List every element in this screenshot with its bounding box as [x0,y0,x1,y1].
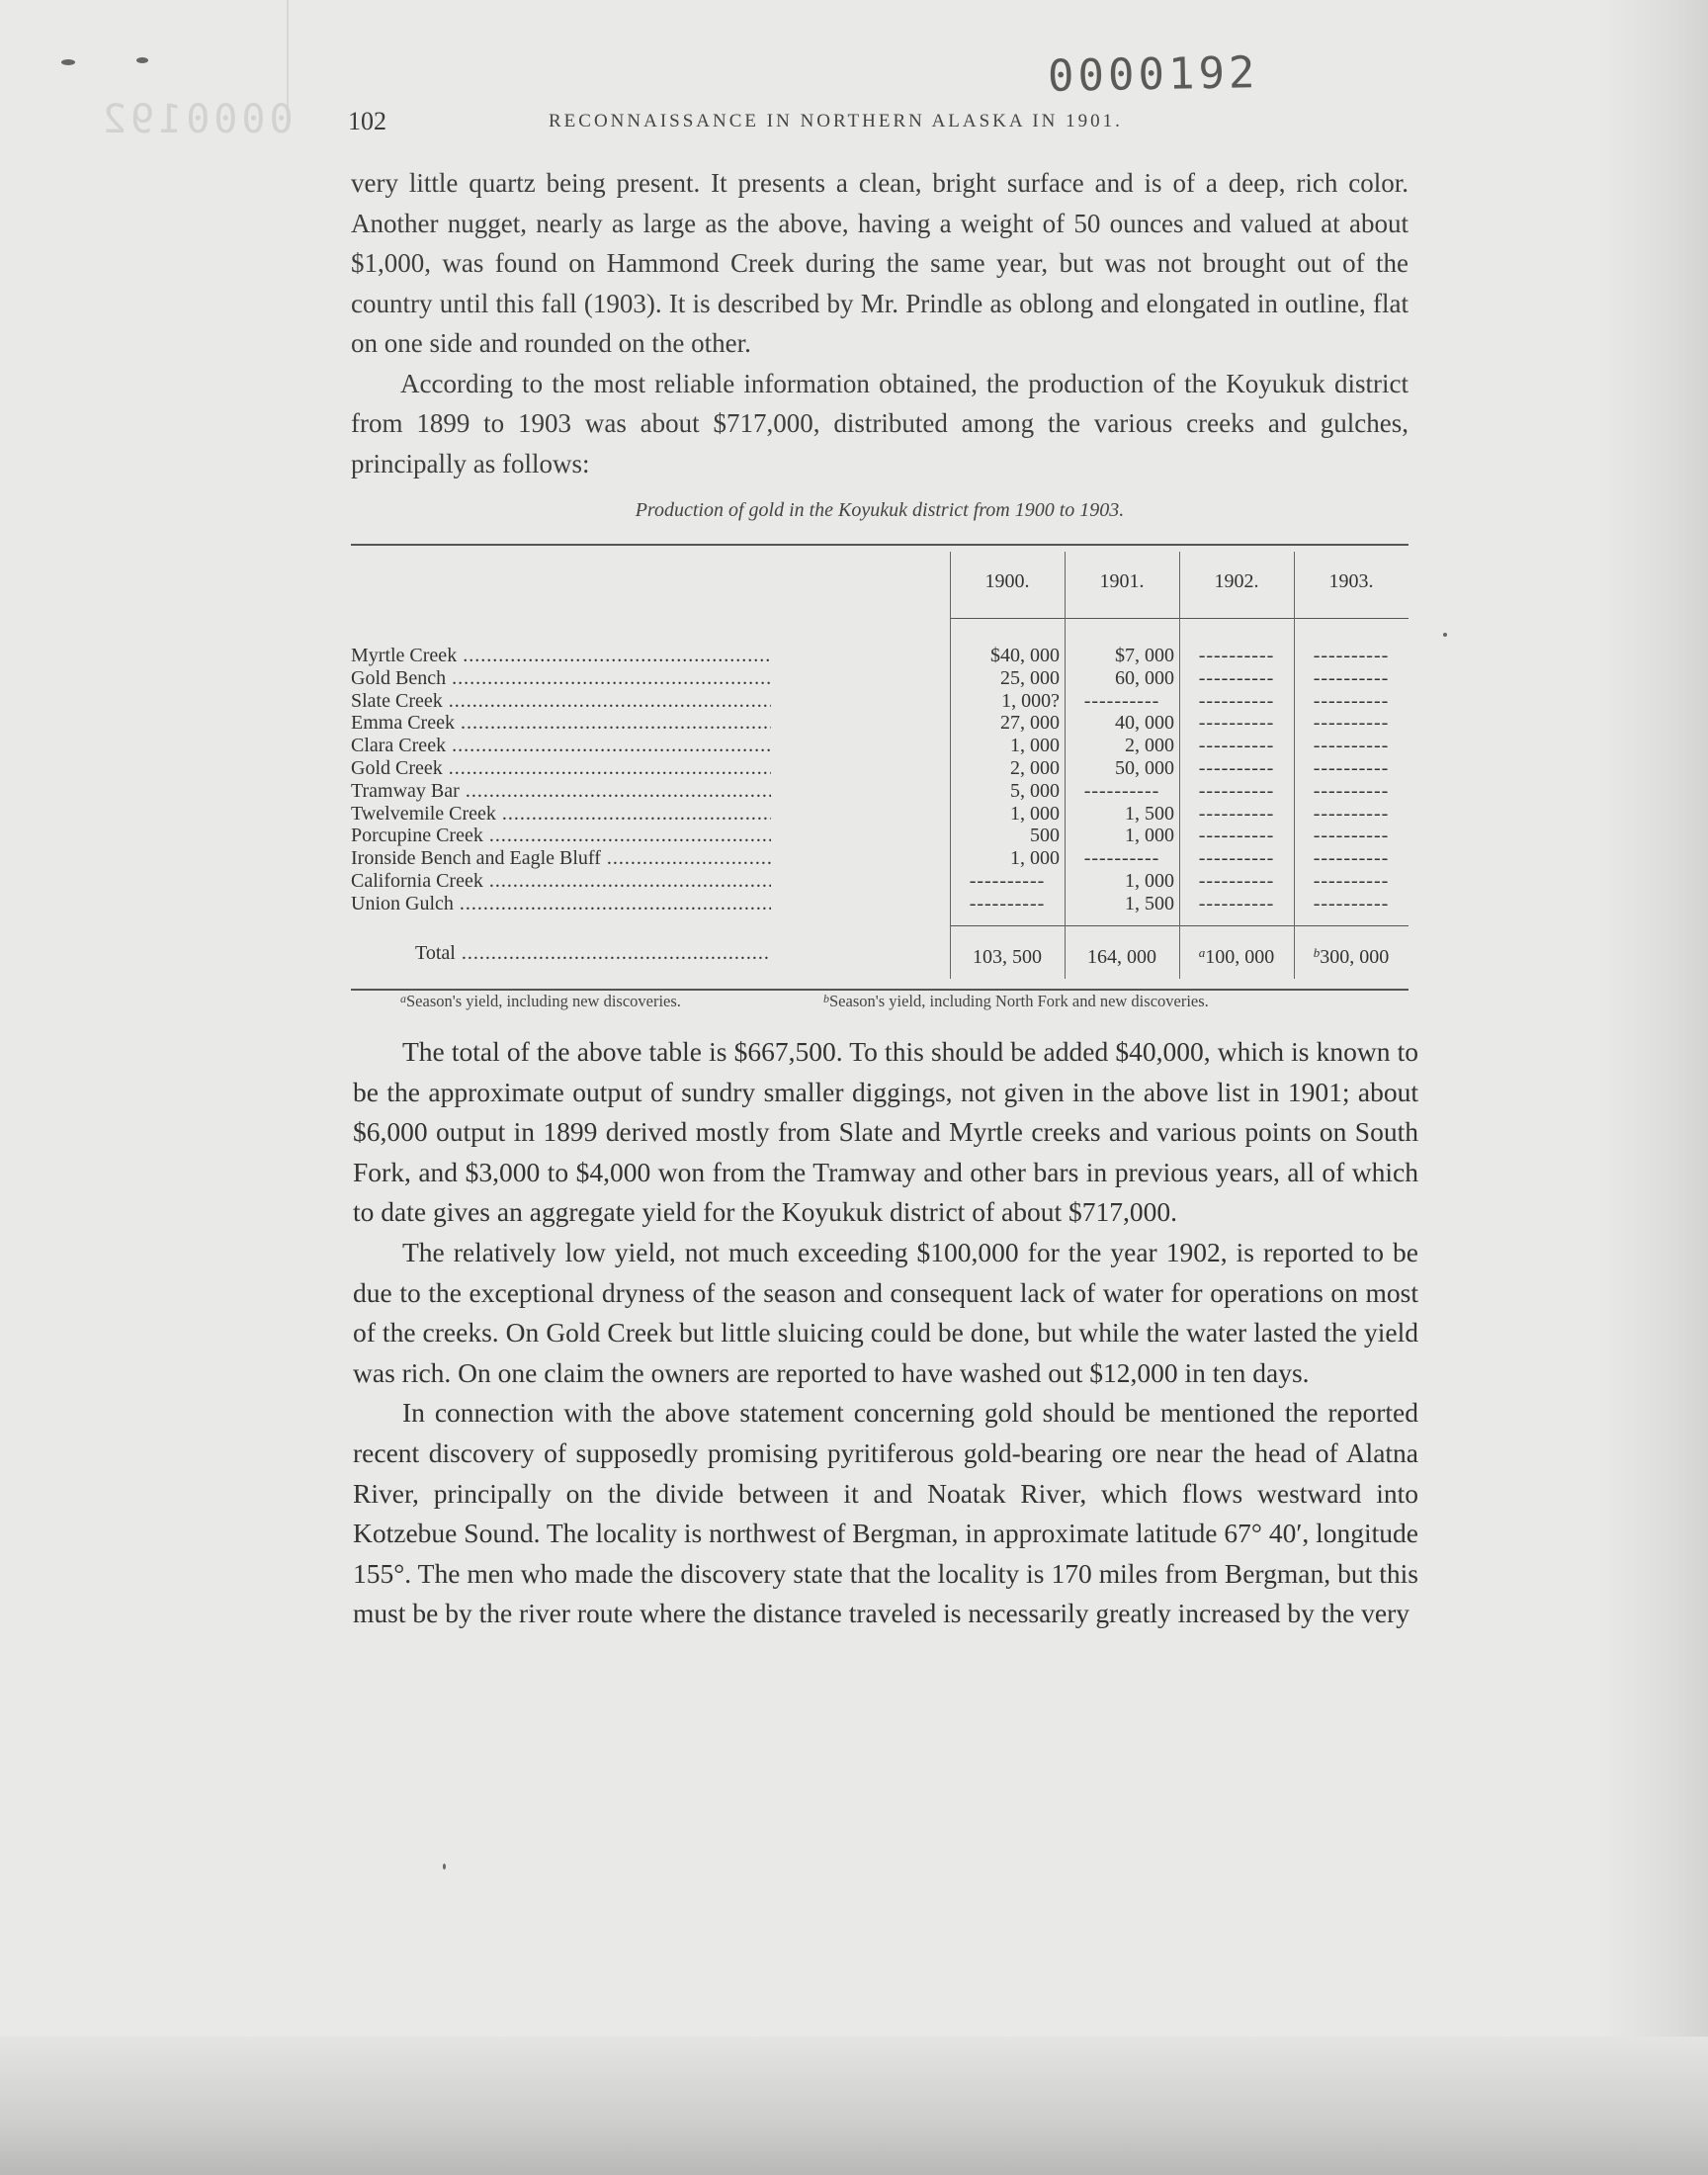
table-cell: 5, 000 [1010,779,1060,802]
table-cell: ---------- [1198,735,1275,757]
production-table [351,544,1409,991]
table-cell: ---------- [1313,802,1390,825]
row-label: Clara Creek ..... [351,735,771,757]
table-cell: ---------- [1083,689,1160,712]
table-cell: ---------- [1313,847,1390,870]
body-text-top [351,163,1409,483]
table-row [351,735,1409,757]
paragraph: According to the most reliable information obtained, the production of the Koyukuk district from 1899 to 1903 was about $717,000, distributed among the various creeks and gulches, principally as follows: [351,368,1409,478]
table-cell: 1, 000 [1010,735,1060,757]
table-row [351,780,1409,803]
table-cell: 1, 500 [1125,802,1174,825]
table-cell: ---------- [1198,645,1275,666]
table-row [351,690,1409,713]
table-cell: ---------- [1198,689,1275,712]
row-label: Twelvemile Creek ..... [351,803,771,826]
table-cell: 500 [1030,825,1060,847]
table-cell: $40, 000 [990,645,1060,666]
table-cell: ---------- [969,892,1046,914]
scan-speck [61,59,75,65]
table-row [351,667,1409,690]
paragraph: In connection with the above statement concerning gold should be mentioned the reported recent discovery of supposedly promising pyritiferous gold-bearing ore near the head of Alatna River, principally on the divide between it and Noatak River, which flows westward into Kotzebue Sound. The locality is northwest of Bergman, in approximate latitude 67° 40′, longitude 155°. The men who made the discovery state that the locality is 170 miles from Bergman, but this must be by the river route where the distance traveled is necessarily greatly increased by the very [353,1397,1418,1629]
scan-speck [1443,633,1447,637]
page-number: 102 [348,107,386,135]
running-head: RECONNAISSANCE IN NORTHERN ALASKA IN 1901. [549,111,1123,131]
table-cell: 50, 000 [1115,757,1174,779]
row-label: Slate Creek ..... [351,690,771,713]
row-label: Gold Bench ..... [351,667,771,690]
table-cell: ---------- [1313,757,1390,779]
table-cell: ---------- [1313,689,1390,712]
table-cell: 1, 000 [1125,825,1174,847]
table-cell: 2, 000 [1125,735,1174,757]
table-cell: 2, 000 [1010,757,1060,779]
column-header-1901: 1901. [1099,570,1145,592]
table-cell: ---------- [1313,825,1390,847]
column-header-1900: 1900. [984,570,1030,592]
table-cell: ---------- [1083,847,1160,870]
footnote-marker: b [823,992,829,1005]
row-label: California Creek ..... [351,870,771,893]
table-cell: 25, 000 [1000,666,1060,689]
row-label: Porcupine Creek ..... [351,825,771,847]
table-cell: ---------- [1313,892,1390,914]
scan-edge-right [1599,0,1708,2175]
column-header-1903: 1903. [1328,570,1374,592]
table-row [351,893,1409,915]
footnote-a [400,992,681,1011]
table-cell: ---------- [1198,825,1275,847]
total-row [351,939,1409,967]
table-row [351,645,1409,667]
table-row [351,847,1409,870]
total-cell [1179,939,1294,971]
scan-edge-bottom [0,2037,1708,2175]
table-cell: 40, 000 [1115,712,1174,735]
scan-speck [443,1864,446,1870]
total-value: 100, 000 [1205,946,1275,968]
table-cell: ---------- [1313,712,1390,735]
table-cell: 27, 000 [1000,712,1060,735]
row-label: Tramway Bar ..... [351,780,771,803]
table-cell: 1, 500 [1125,892,1174,914]
table-cell: ---------- [1313,645,1390,666]
table-cell: 1, 000 [1010,847,1060,870]
table-row [351,803,1409,826]
table-cell: ---------- [1198,712,1275,735]
table-cell: 1, 000 [1010,802,1060,825]
row-label: Union Gulch ..... [351,893,771,915]
stamp-ghost: 0000192 [99,97,294,142]
total-cell [1294,939,1409,971]
table-cell: ---------- [1313,666,1390,689]
table-cell: ---------- [1313,779,1390,802]
footnote-marker: a [1198,945,1206,960]
table-cell: ---------- [1198,757,1275,779]
table-cell: ---------- [1198,847,1275,870]
table-cell: 60, 000 [1115,666,1174,689]
table-cell: ---------- [1198,870,1275,892]
footnote-marker: b [1313,945,1321,960]
body-text-bottom [353,1032,1418,1634]
total-value: 103, 500 [973,946,1042,968]
table-top-rule [351,544,1409,546]
table-row [351,712,1409,735]
table-cell: ---------- [1198,802,1275,825]
footnote-marker: a [400,992,406,1005]
row-label: Ironside Bench and Eagle Bluff ..... [351,847,771,870]
footnote-text: Season's yield, including North Fork and new discoveries. [829,992,1209,1010]
paragraph: The relatively low yield, not much exceeding $100,000 for the year 1902, is reported to be due to the exceptional dryness of the season and consequent lack of water for operations on most of the creeks. On Gold Creek but little sluicing could be done, but while the water lasted the yield was rich. On one claim the owners are reported to have washed out $12,000 in ten days. [353,1236,1418,1388]
stamp-number: 0000192 [1047,47,1259,102]
footnote-text: Season's yield, including new discoveries. [406,992,681,1010]
total-value: 300, 000 [1320,946,1390,968]
table-cell: ---------- [969,870,1046,892]
total-value: 164, 000 [1087,946,1156,968]
table-bottom-rule [351,989,1409,991]
table-row [351,825,1409,847]
table-cell: ---------- [1198,779,1275,802]
table-cell: $7, 000 [1115,645,1174,666]
row-label: Myrtle Creek ..... [351,645,771,667]
total-cell [950,939,1065,971]
table-cell: 1, 000 [1125,870,1174,892]
table-row [351,870,1409,893]
paragraph: very little quartz being present. It presents a clean, bright surface and is of a deep, rich color. Another nugget, nearly as large as the above, having a weight of 50 ounces and valued at about $1,000, was found on Hammond Creek during the same year, but was not brought out of the country until this fall (1903). It is described by Mr. Prindle as oblong and elongated in outline, flat on one side and rounded on the other. [351,168,1409,358]
column-header-1902: 1902. [1214,570,1259,592]
table-cell: ---------- [1198,892,1275,914]
paragraph: The total of the above table is $667,500. To this should be added $40,000, which is known to be the approximate output of sundry smaller diggings, not given in the above list in 1901; about $6,000 output in 1899 derived mostly from Slate and Myrtle creeks and various points on South Fork, and $3,000 to $4,000 won from the Tramway and other bars in previous years, all of which to date gives an aggregate yield for the Koyukuk district of about $717,000. [353,1036,1418,1228]
total-cell [1065,939,1179,971]
table-caption: Production of gold in the Koyukuk district from 1900 to 1903. [635,499,1125,521]
table-cell: ---------- [1313,735,1390,757]
row-label: Emma Creek ..... [351,712,771,735]
footnote-b [823,992,1209,1011]
row-label: Gold Creek ..... [351,757,771,780]
table-row [351,757,1409,780]
table-cell: 1, 000? [1001,689,1060,712]
table-cell: ---------- [1083,779,1160,802]
table-cell: ---------- [1198,666,1275,689]
table-cell: ---------- [1313,870,1390,892]
total-label: Total ..... [415,939,771,967]
scan-speck [136,57,148,63]
